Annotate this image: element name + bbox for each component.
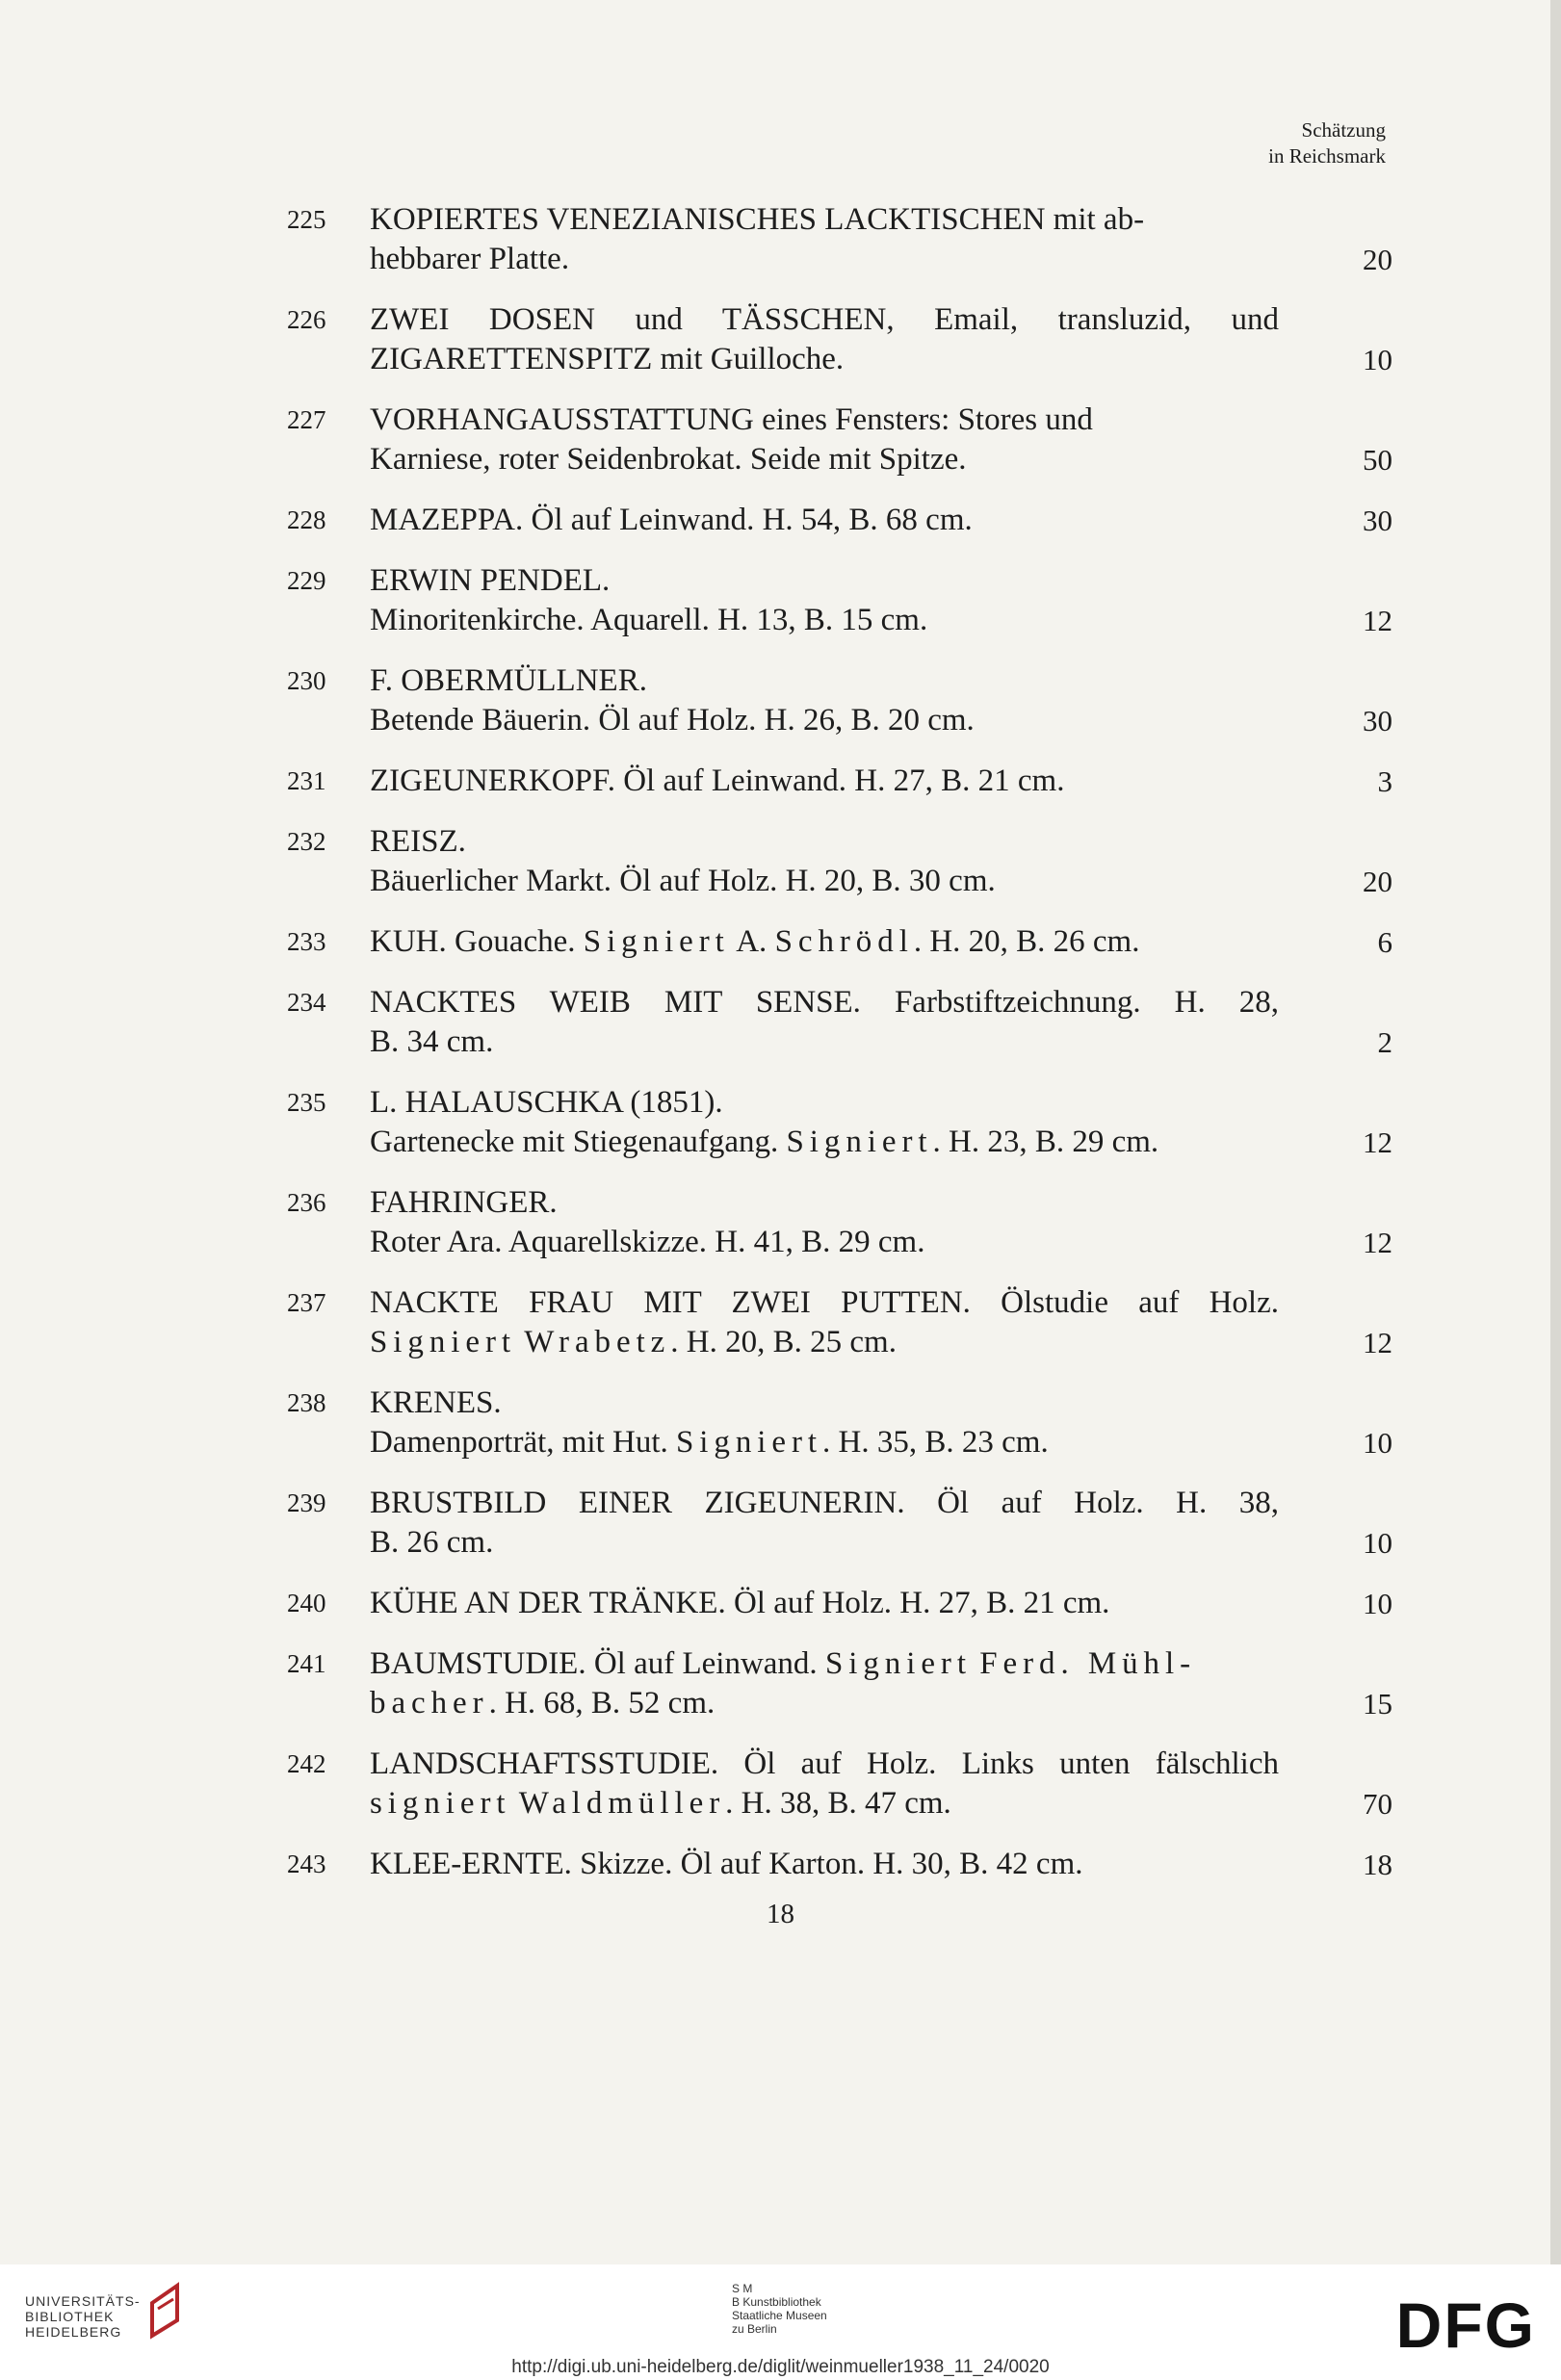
estimate-price: 10 [1363,1587,1392,1620]
text-segment: F. OBERMÜLLNER. [370,663,647,698]
price-column-header [1268,117,1386,169]
text-segment: . H. 38, B. 47 cm. [725,1786,951,1821]
text-segment: . H. 35, B. 23 cm. [822,1425,1049,1460]
spaced-text: Waldmüller [518,1786,726,1821]
lot-description [370,1644,1394,1723]
description-line [370,401,1394,440]
lot-number: 230 [287,666,326,695]
lot-description [370,1584,1394,1623]
lot-description [370,1745,1394,1824]
lot-number: 241 [287,1649,326,1678]
text-segment: Gartenecke mit Stiegenaufgang. [370,1125,787,1159]
lot-number: 233 [287,927,326,956]
estimate-price: 10 [1363,1526,1392,1560]
description-line [370,601,1394,640]
estimate-price: 20 [1363,243,1392,276]
description-line [370,701,1394,740]
museum-logo [732,2282,827,2336]
text-segment: ERWIN PENDEL. [370,563,611,598]
text-segment: KÜHE AN DER TRÄNKE. Öl auf Holz. H. 27, B. 21 cm. [370,1586,1110,1620]
description-line [370,240,1394,279]
lot-description [370,762,1394,801]
text-segment: FAHRINGER. [370,1185,558,1220]
text-segment: NACKTES WEIB MIT SENSE. Farbstiftzeichnung. H. 28, [370,985,1279,1020]
description-line [370,440,1394,479]
estimate-price: 12 [1363,1125,1392,1159]
text-segment: LANDSCHAFTSSTUDIE. Öl auf Holz. Links unten fälschlich [370,1746,1279,1781]
text-segment: B. 34 cm. [370,1024,494,1059]
lot-description [370,501,1394,540]
catalog-entry [287,200,1394,279]
catalog-entry [287,922,1394,962]
lot-number: 228 [287,505,326,534]
lot-number: 237 [287,1288,326,1317]
lot-number: 236 [287,1188,326,1217]
text-segment: ZIGEUNERKOPF. Öl auf Leinwand. H. 27, B. 21 cm. [370,763,1065,798]
estimate-price: 70 [1363,1787,1392,1821]
lot-description [370,661,1394,740]
text-segment: Roter Ara. Aquarellskizze. H. 41, B. 29 cm. [370,1225,925,1259]
lot-number: 226 [287,305,326,334]
estimate-price: 30 [1363,504,1392,537]
description-line [370,1484,1394,1523]
lot-number: 238 [287,1388,326,1417]
header-line-2: in Reichsmark [1268,144,1386,168]
estimate-price: 50 [1363,443,1392,477]
text-segment: A. [729,924,775,959]
description-line [370,501,1394,540]
lot-description [370,401,1394,479]
lot-description [370,300,1394,379]
description-line [370,1523,1394,1563]
spaced-text: bacher [370,1686,489,1720]
description-line [370,200,1394,240]
description-line [370,983,1394,1022]
catalog-entry [287,983,1394,1062]
description-line [370,922,1394,962]
description-line [370,1022,1394,1062]
catalog-entry [287,561,1394,640]
spaced-text: Signiert [676,1425,823,1460]
lot-number: 227 [287,405,326,434]
text-segment: NACKTE FRAU MIT ZWEI PUTTEN. Ölstudie auf Holz. [370,1285,1279,1320]
lot-description [370,1845,1394,1884]
lot-number: 243 [287,1850,326,1878]
catalog-entry [287,1584,1394,1623]
text-segment: ZWEI DOSEN und TÄSSCHEN, Email, transluzid, und [370,302,1279,337]
university-logo-icon [141,2282,191,2341]
lot-description [370,561,1394,640]
text-segment: KLEE-ERNTE. Skizze. Öl auf Karton. H. 30, B. 42 cm. [370,1847,1083,1881]
lot-description [370,200,1394,279]
text-segment: B. 26 cm. [370,1525,494,1560]
catalog-entry [287,1484,1394,1563]
estimate-price: 10 [1363,343,1392,376]
source-url-link[interactable]: http://digi.ub.uni-heidelberg.de/diglit/weinmueller1938_11_24/0020 [511,2357,1050,2377]
estimate-price: 2 [1377,1025,1392,1059]
catalog-entries [287,200,1394,1905]
text-segment: BRUSTBILD EINER ZIGEUNERIN. Öl auf Holz. H. 38, [370,1486,1279,1520]
catalog-entry [287,1644,1394,1723]
description-line [370,340,1394,379]
text-segment [972,1646,979,1681]
catalog-entry [287,1745,1394,1824]
text-segment: BAUMSTUDIE. Öl auf Leinwand. [370,1646,825,1681]
text-segment [511,1786,519,1821]
estimate-price: 12 [1363,1226,1392,1259]
description-line [370,822,1394,862]
description-line [370,1384,1394,1423]
catalog-entry [287,1083,1394,1162]
spaced-text: Signiert [370,1325,517,1359]
description-line [370,1323,1394,1362]
text-segment: REISZ. [370,824,466,859]
page-number: 18 [767,1899,794,1929]
text-segment: KUH. Gouache. [370,924,584,959]
estimate-price: 3 [1377,764,1392,798]
text-segment: Bäuerlicher Markt. Öl auf Holz. H. 20, B. 30 cm. [370,864,996,898]
text-segment: ZIGARETTENSPITZ mit Guilloche. [370,342,845,376]
text-segment: Betende Bäuerin. Öl auf Holz. H. 26, B. 20 cm. [370,703,975,737]
lot-number: 229 [287,566,326,595]
text-segment: VORHANGAUSSTATTUNG eines Fensters: Stores und [370,402,1093,437]
estimate-price: 10 [1363,1426,1392,1460]
description-line [370,1845,1394,1884]
text-segment: . H. 20, B. 25 cm. [670,1325,897,1359]
museum-line-1: S M [732,2282,753,2295]
catalog-entry [287,300,1394,379]
text-segment: KRENES. [370,1385,502,1420]
description-line [370,300,1394,340]
catalog-entry [287,1384,1394,1462]
estimate-price: 30 [1363,704,1392,737]
spaced-text: Signiert [824,1646,972,1681]
lot-number: 240 [287,1589,326,1617]
description-line [370,1223,1394,1262]
description-line [370,1123,1394,1162]
catalog-entry [287,1845,1394,1884]
lot-description [370,1384,1394,1462]
description-line [370,762,1394,801]
text-segment: Karniese, roter Seidenbrokat. Seide mit Spitze. [370,442,967,477]
description-line [370,1784,1394,1824]
estimate-price: 20 [1363,865,1392,898]
estimate-price: 12 [1363,604,1392,637]
description-line [370,1745,1394,1784]
text-segment: KOPIERTES VENEZIANISCHES LACKTISCHEN mit ab- [370,202,1145,237]
text-segment: Minoritenkirche. Aquarell. H. 13, B. 15 cm. [370,603,928,637]
catalog-entry [287,1283,1394,1362]
description-line [370,862,1394,901]
lot-number: 235 [287,1088,326,1117]
description-line [370,1644,1394,1684]
university-line-3: HEIDELBERG [25,2324,122,2340]
description-line [370,1423,1394,1462]
lot-description [370,1484,1394,1563]
text-segment: . H. 20, B. 26 cm. [913,924,1140,959]
catalog-entry [287,501,1394,540]
catalog-entry [287,762,1394,801]
lot-description [370,1283,1394,1362]
text-segment: . H. 23, B. 29 cm. [932,1125,1159,1159]
text-segment: MAZEPPA. Öl auf Leinwand. H. 54, B. 68 cm. [370,503,973,537]
text-segment: L. HALAUSCHKA (1851). [370,1085,723,1120]
lot-description [370,983,1394,1062]
university-library-name [25,2293,141,2340]
spaced-text: Ferd. Mühl- [979,1646,1197,1681]
lot-description [370,922,1394,962]
museum-line-2: B Kunstbibliothek [732,2295,821,2309]
estimate-price: 12 [1363,1326,1392,1359]
description-line [370,1183,1394,1223]
description-line [370,661,1394,701]
university-line-2: BIBLIOTHEK [25,2309,115,2324]
spaced-text: Signiert [583,924,730,959]
estimate-price: 6 [1377,925,1392,959]
dfg-logo: DFG [1395,2289,1536,2361]
lot-number: 242 [287,1749,326,1778]
text-segment: hebbarer Platte. [370,242,570,276]
spaced-text: Schrödl [774,924,914,959]
lot-number: 232 [287,827,326,856]
lot-description [370,1183,1394,1262]
lot-description [370,1083,1394,1162]
catalog-entry [287,1183,1394,1262]
spaced-text: Wrabetz [524,1325,671,1359]
museum-line-3: Staatliche Museen [732,2309,827,2322]
estimate-price: 15 [1363,1687,1392,1720]
spaced-text: signiert [370,1786,511,1821]
spaced-text: Signiert [786,1125,933,1159]
lot-description [370,822,1394,901]
lot-number: 234 [287,988,326,1017]
description-line [370,1283,1394,1323]
lot-number: 239 [287,1488,326,1517]
text-segment: Damenporträt, mit Hut. [370,1425,677,1460]
text-segment: . H. 68, B. 52 cm. [488,1686,715,1720]
catalog-entry [287,401,1394,479]
footer-bar [0,2264,1561,2380]
estimate-price: 18 [1363,1848,1392,1881]
university-line-1: UNIVERSITÄTS- [25,2293,141,2309]
catalog-entry [287,661,1394,740]
lot-number: 231 [287,766,326,795]
lot-number: 225 [287,205,326,234]
description-line [370,1584,1394,1623]
museum-line-4: zu Berlin [732,2322,777,2336]
catalog-entry [287,822,1394,901]
description-line [370,561,1394,601]
header-line-1: Schätzung [1301,118,1386,142]
description-line [370,1083,1394,1123]
description-line [370,1684,1394,1723]
